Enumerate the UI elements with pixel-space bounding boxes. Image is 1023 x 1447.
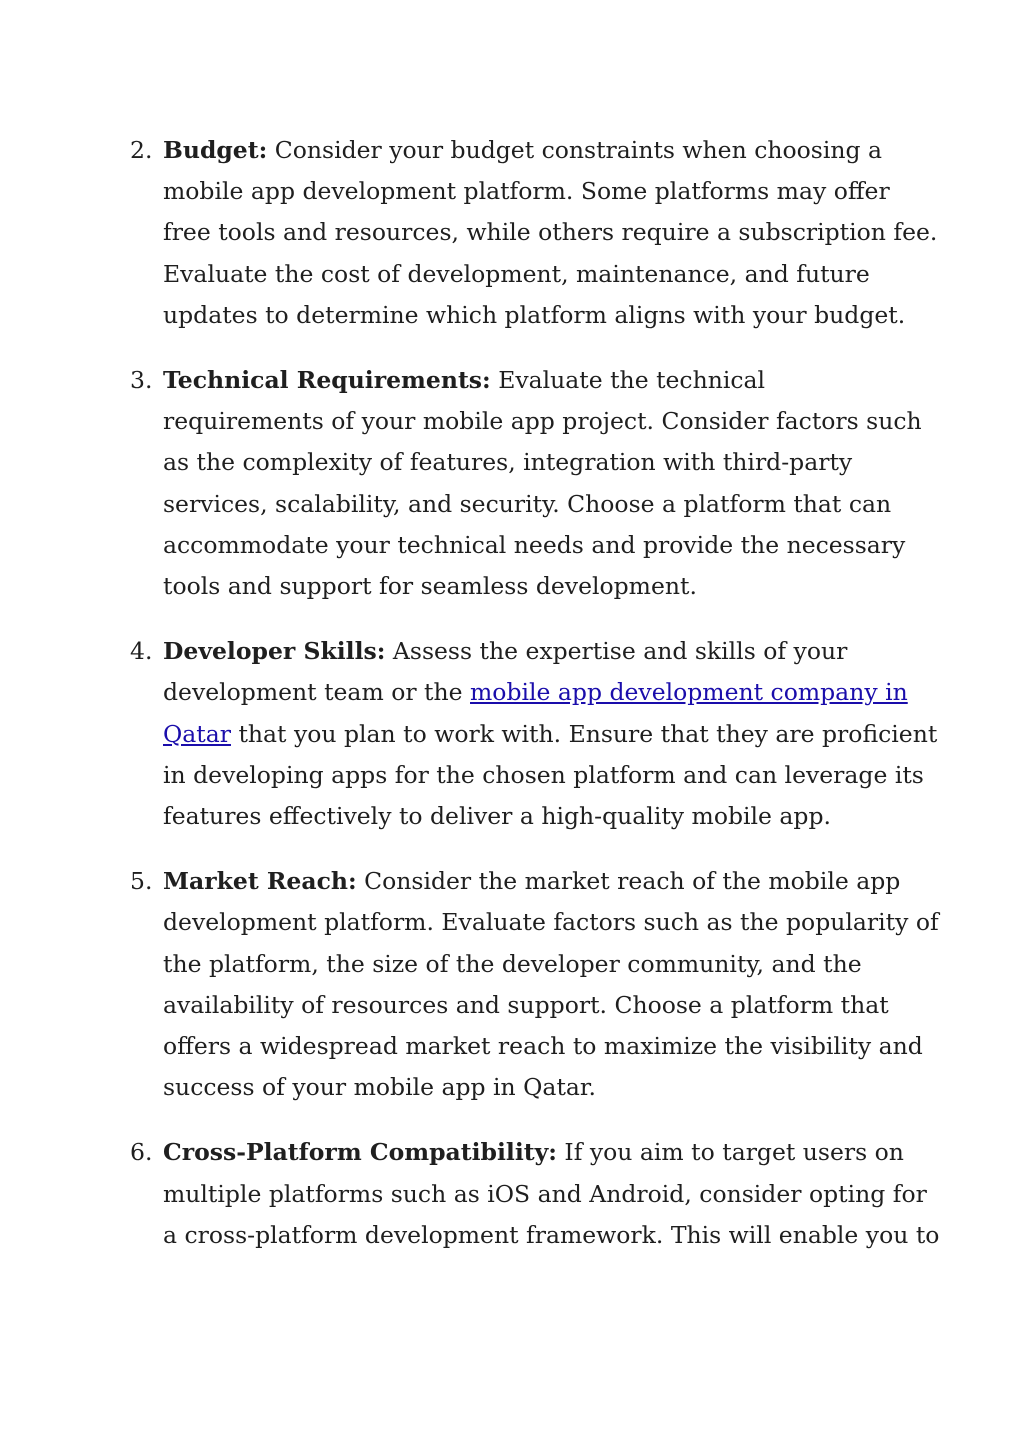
item-title: Budget: [163,136,268,164]
item-title: Technical Requirements: [163,366,491,395]
item-line: offers a widespread market reach to maximize the visibility and [163,1032,923,1061]
list-number: 3. [130,366,153,395]
item-line: multiple platforms such as iOS and Android, consider opting for [163,1179,927,1208]
item-line [163,714,938,755]
item-line: as the complexity of features, integration with third-party [163,448,853,477]
item-text: that you plan to work with. Ensure that they are proficient [230,719,938,748]
list-item-market-reach [0,861,939,1108]
item-line: accommodate your technical needs and provide the necessary [163,530,906,559]
item-line: mobile app development platform. Some platforms may offer [163,177,890,206]
item-text: Consider the market reach of the mobile app [356,867,901,896]
item-text: development team or the [163,678,471,707]
item-line [163,360,903,401]
item-line: development platform. Evaluate factors such as the popularity of [163,908,939,937]
company-link-continued[interactable]: Qatar [163,719,231,748]
list-number: 5. [130,867,153,896]
item-text: Consider your budget constraints when choosing a [267,136,883,164]
list-item-technical-requirements [0,360,922,607]
list-number: 6. [130,1138,153,1167]
list-item-developer-skills [0,631,938,837]
item-line [163,1132,903,1173]
item-line [163,631,903,672]
item-title: Cross-Platform Compatibility: [163,1138,557,1167]
item-line: in developing apps for the chosen platform and can leverage its [163,760,924,789]
item-line: a cross-platform development framework. This will enable you to [163,1220,940,1249]
item-line: updates to determine which platform aligns with your budget. [163,300,906,329]
item-line: free tools and resources, while others require a subscription fee. [163,218,938,247]
item-text: Assess the expertise and skills of your [385,637,848,666]
item-line: availability of resources and support. Choose a platform that [163,990,889,1019]
item-line: Evaluate the cost of development, maintenance, and future [163,259,870,288]
item-line [163,130,903,171]
list-number: 4. [130,637,153,666]
item-text: Evaluate the technical [490,366,766,395]
item-title: Developer Skills: [163,637,386,666]
item-line [163,672,908,713]
item-text: If you aim to target users on [556,1138,904,1167]
item-line: features effectively to deliver a high-quality mobile app. [163,802,831,831]
item-line: the platform, the size of the developer community, and the [163,949,862,978]
criteria-list [0,130,1023,1280]
item-line: tools and support for seamless development. [163,572,697,601]
item-line [163,861,903,902]
list-number: 2. [130,136,153,164]
item-line: requirements of your mobile app project. Consider factors such [163,407,922,436]
item-line: services, scalability, and security. Choose a platform that can [163,489,892,518]
list-item-budget [0,130,938,336]
item-line: success of your mobile app in Qatar. [163,1073,597,1102]
item-title: Market Reach: [163,867,357,896]
list-item-cross-platform [0,1132,940,1256]
company-link[interactable]: mobile app development company in [470,678,908,707]
